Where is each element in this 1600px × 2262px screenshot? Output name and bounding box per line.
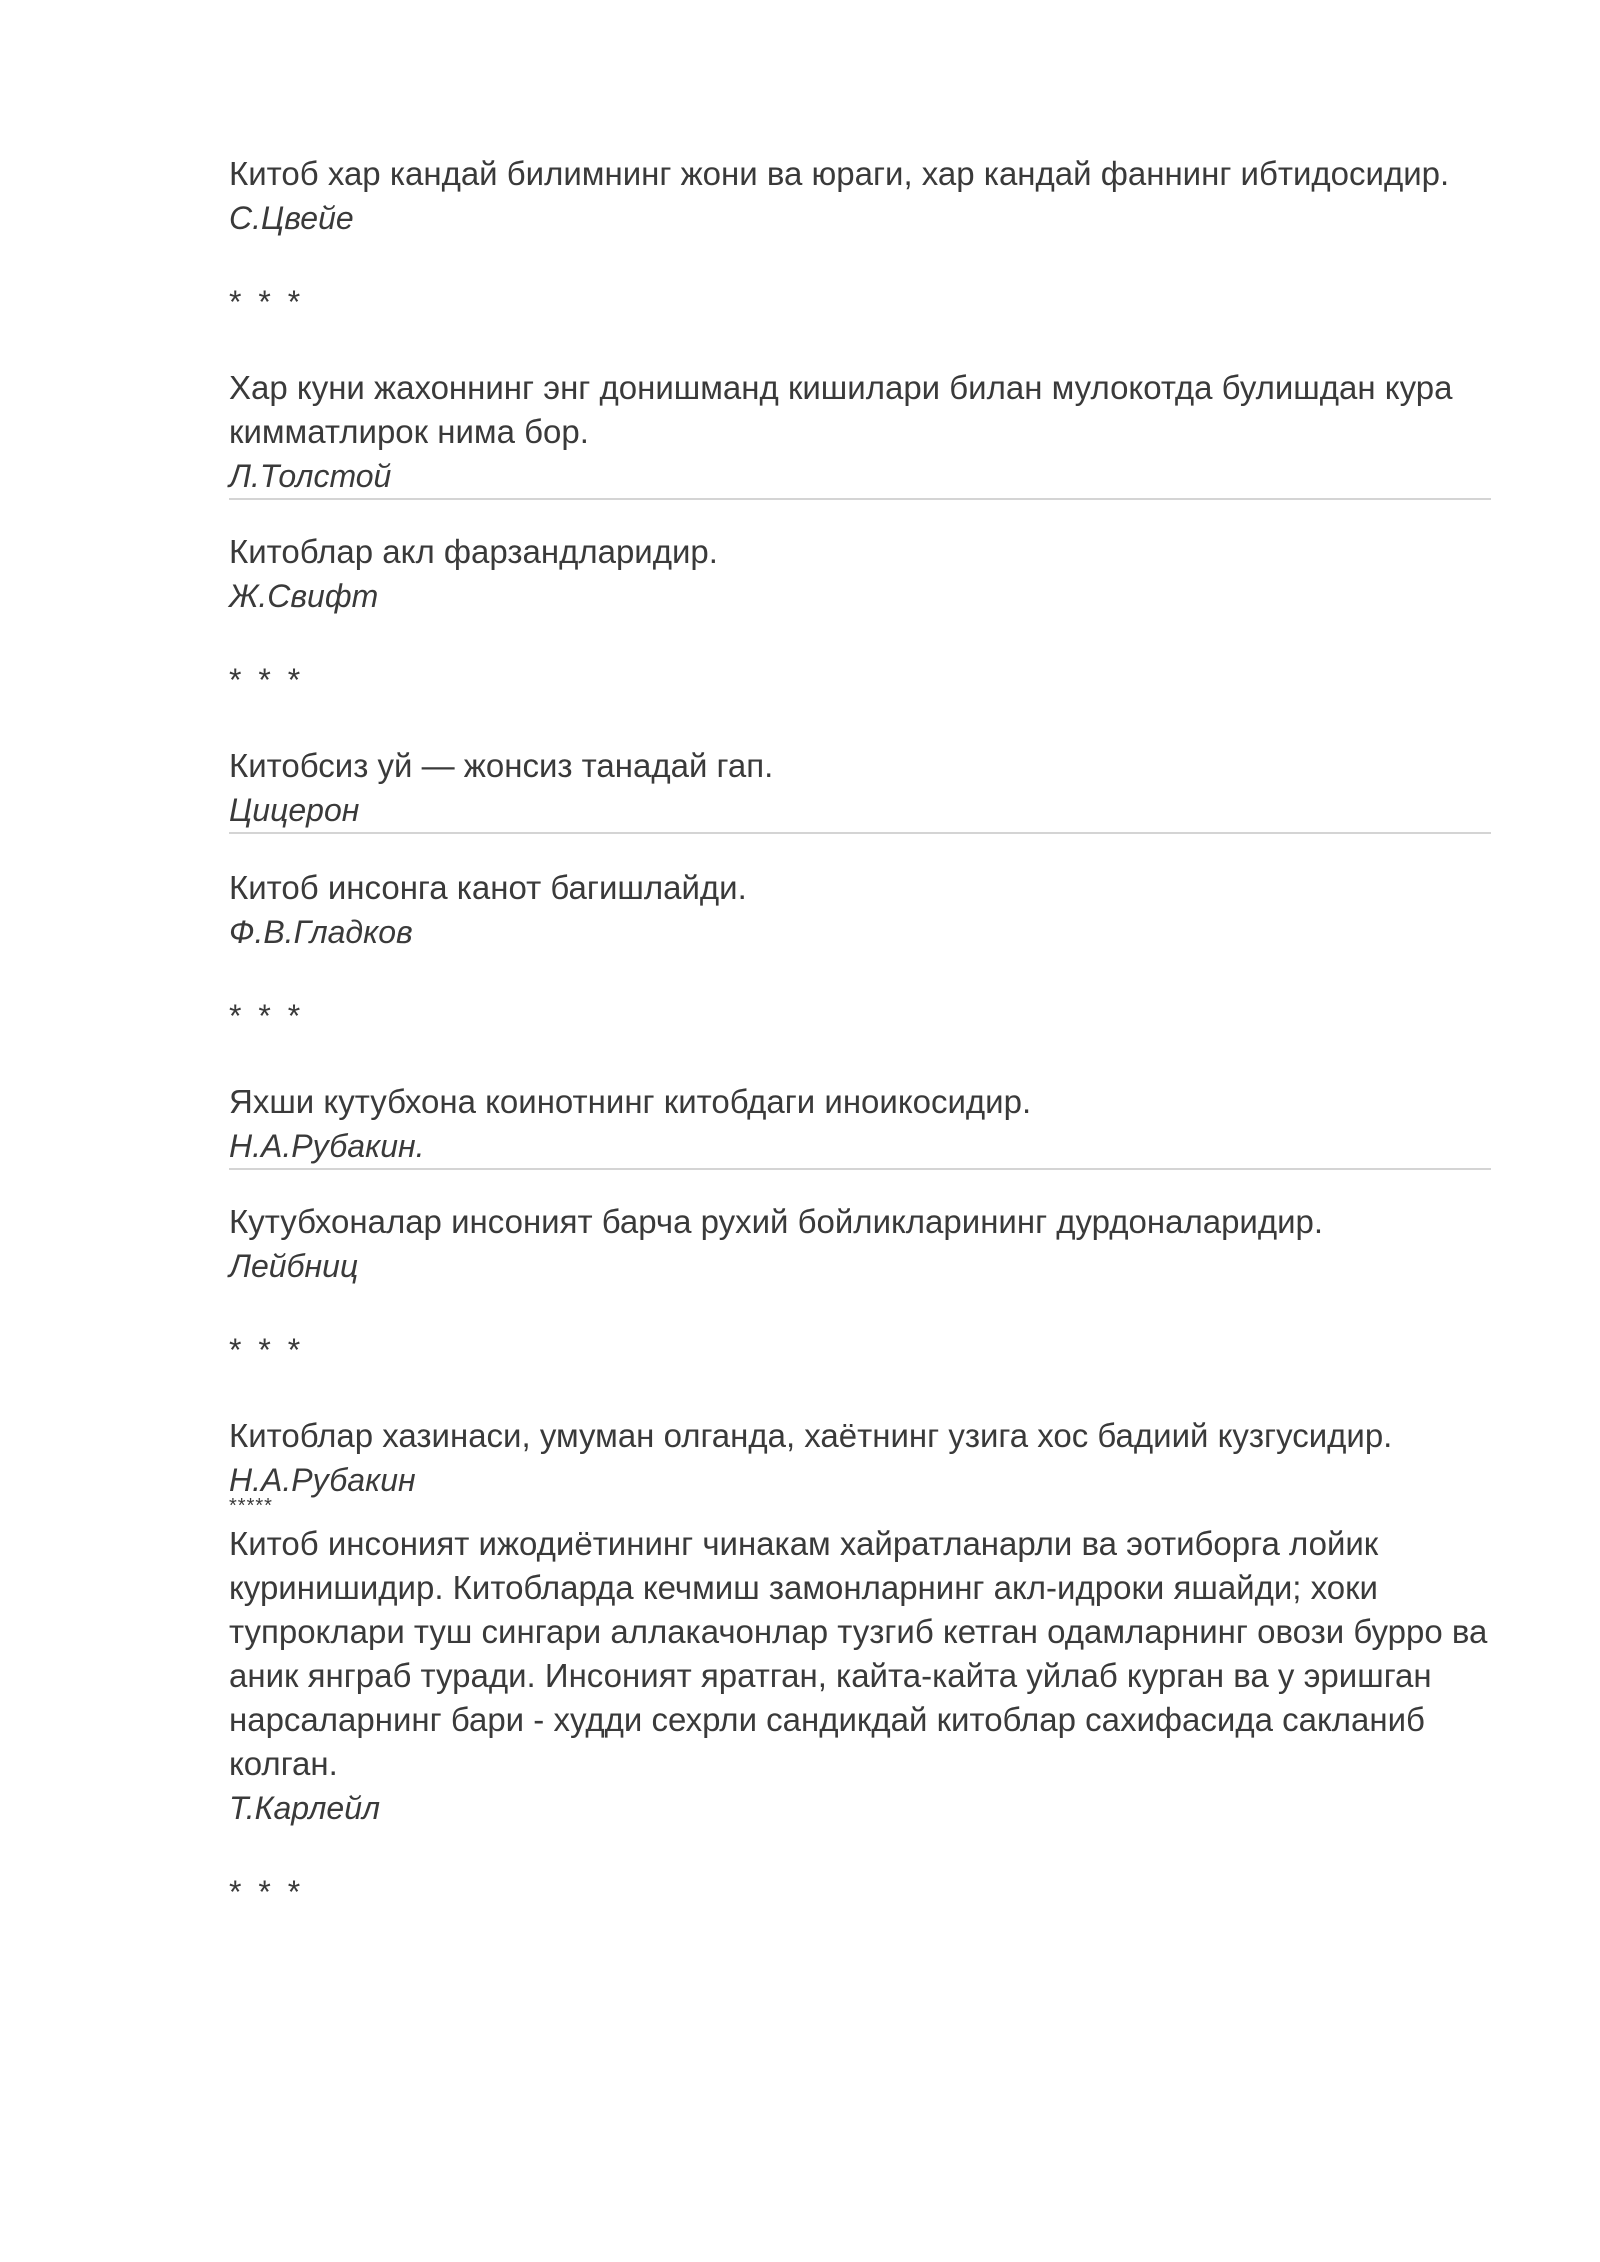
divider (229, 832, 1491, 834)
section-separator: * * * (229, 998, 305, 1034)
section-separator: ***** (229, 1495, 273, 1517)
quote-author: Т.Карлейл (229, 1790, 381, 1826)
quote-text: Китоблар акл фарзандларидир. (229, 533, 718, 570)
quote-text: Китоб инсоният ижодиётининг чинакам хайратланарли ва эотиборга лойик куринишидир. Китобларда кечмиш замонларнинг акл-идроки яшайди; хоки тупроклари туш сингари аллакачонлар тузгиб кетган одамларнинг овози бурро ва аник янграб туради. Инсоният яратган, кайта-кайта уйлаб курган ва у эришган нарсаларнинг бари - худди сехрли сандикдай китоблар сахифасида сакланиб колган. (229, 1525, 1488, 1782)
quote-author: Ж.Свифт (229, 578, 379, 614)
quote-text: Хар куни жахоннинг энг донишманд кишилари билан мулокотда булишдан кура кимматлирок нима бор. (229, 369, 1453, 450)
document-page (229, 150, 1489, 1914)
quote-text: Кутубхоналар инсоният барча рухий бойликларининг дурдоналаридир. (229, 1203, 1324, 1240)
quote-author: Лейбниц (229, 1248, 359, 1284)
quote-author: Ф.В.Гладков (229, 914, 413, 950)
quote-author: С.Цвейе (229, 200, 354, 236)
quote-text: Китобсиз уй — жонсиз танадай гап. (229, 747, 774, 784)
quote-text: Китоблар хазинаси, умуман олганда, хаётнинг узига хос бадиий кузгусидир. (229, 1417, 1393, 1454)
section-separator: * * * (229, 1874, 305, 1910)
quote-author: Н.А.Рубакин (229, 1462, 416, 1498)
section-separator: * * * (229, 662, 305, 698)
divider (229, 1168, 1491, 1170)
quote-text: Китоб инсонга канот багишлайди. (229, 869, 747, 906)
divider (229, 498, 1491, 500)
quote-text: Яхши кутубхона коинотнинг китобдаги иноикосидир. (229, 1083, 1032, 1120)
section-separator: * * * (229, 284, 305, 320)
quote-author: Н.А.Рубакин. (229, 1128, 425, 1164)
section-separator: * * * (229, 1332, 305, 1368)
quote-text: Китоб хар кандай билимнинг жони ва юраги, хар кандай фаннинг ибтидосидир. (229, 155, 1450, 192)
quote-author: Цицерон (229, 792, 360, 828)
quote-author: Л.Толстой (229, 458, 392, 494)
